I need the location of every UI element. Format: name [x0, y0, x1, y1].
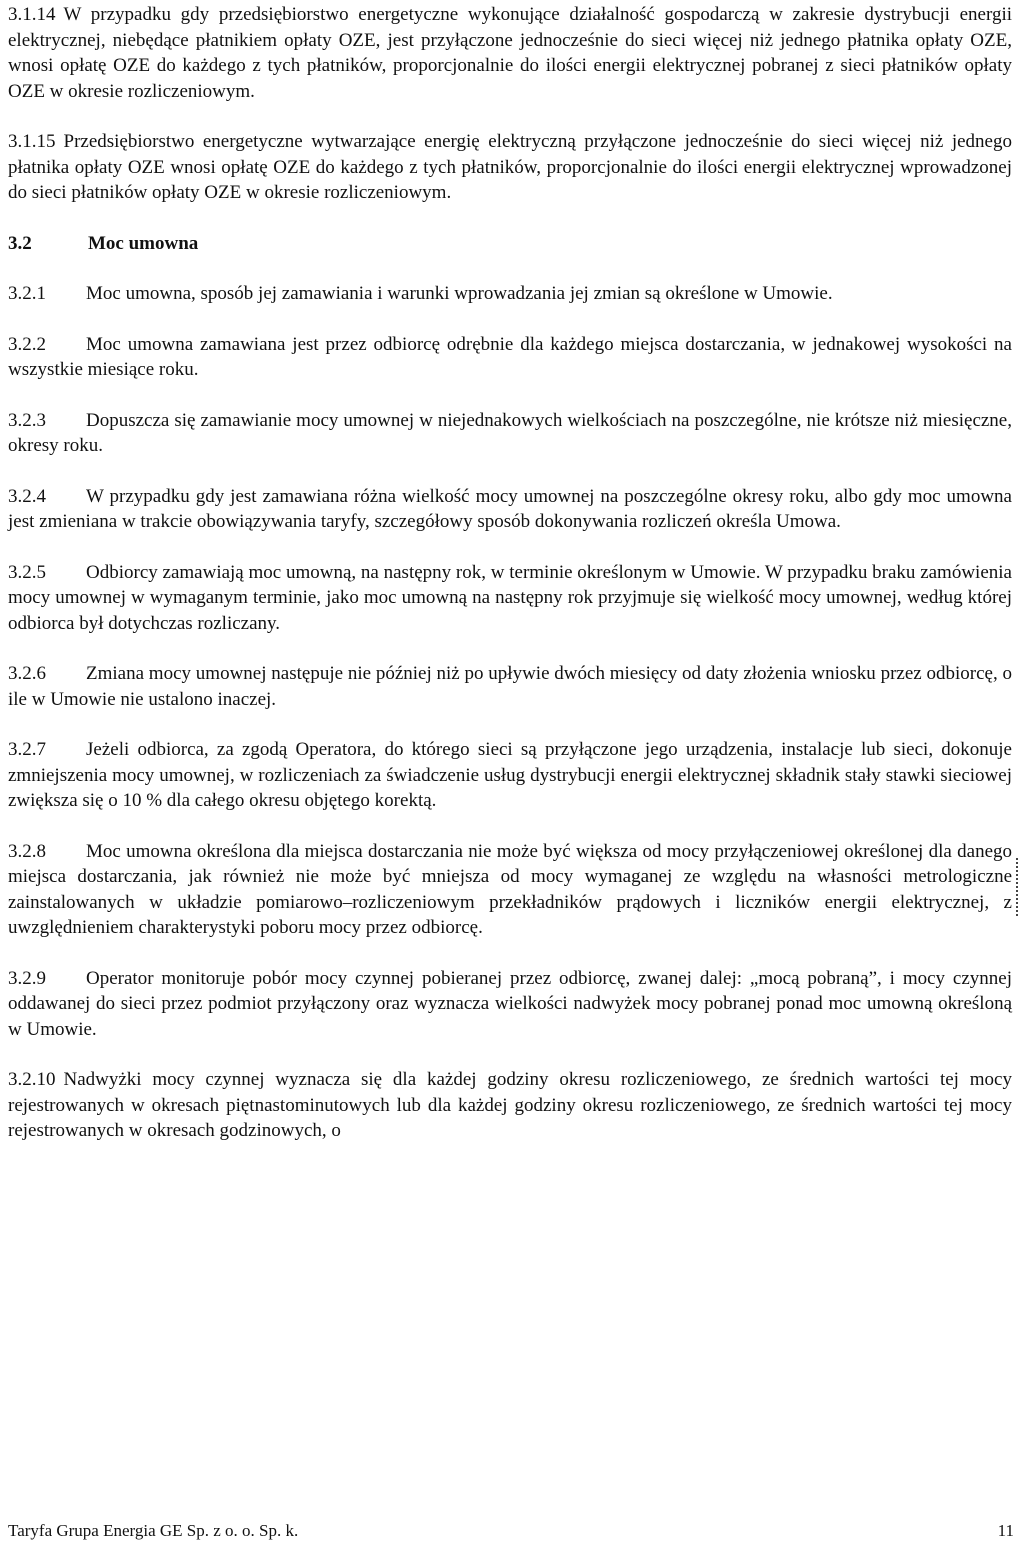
paragraph-3-2-5: [8, 560, 1012, 637]
paragraph-text: Odbiorcy zamawiają moc umowną, na następny rok, w terminie określonym w Umowie. W przypadku braku zamówienia mocy umownej w wymaganym terminie, jako moc umowną na następny rok przyjmuje się wielkość mocy umownej, według której odbiorca był dotychczas rozliczany.: [8, 561, 1012, 634]
page-footer: [8, 1520, 1014, 1542]
paragraph-number: 3.2.9: [8, 967, 46, 989]
paragraph-number: 3.2.5: [8, 561, 46, 583]
paragraph-3-2-7: [8, 737, 1012, 814]
paragraph-text: Przedsiębiorstwo energetyczne wytwarzające energię elektryczną przyłączone jednocześnie do sieci więcej niż jednego płatnika opłaty OZE wnosi opłatę OZE do każdego z tych płatników, proporcjonalnie do ilości energii elektrycznej wprowadzonej do sieci płatników opłaty OZE w okresie rozliczeniowym.: [8, 131, 1012, 203]
paragraph-3-1-15: [8, 129, 1012, 206]
scan-edge-mark: [1014, 858, 1018, 916]
paragraph-text: Moc umowna określona dla miejsca dostarczania nie może być większa od mocy przyłączeniowej określonej dla danego miejsca dostarczania, jak również nie może być mniejsza od mocy wymaganej ze względu na własności metrologiczne zainstalowanych w układzie pomiarowo–rozliczeniowym przekładników prądowych i liczników energii elektrycznej, z uwzględnieniem charakterystyki poboru mocy przez odbiorcę.: [8, 840, 1012, 938]
paragraph-3-2-3: [8, 408, 1012, 459]
section-number: 3.2: [8, 232, 32, 254]
paragraph-text: Jeżeli odbiorca, za zgodą Operatora, do którego sieci są przyłączone jego urządzenia, instalacje lub sieci, dokonuje zmniejszenia mocy umownej, w rozliczeniach za świadczenie usług dystrybucji energii elektrycznej składnik stały stawki sieciowej zwiększa się o 10 % dla całego okresu objętego korektą.: [8, 739, 1012, 811]
paragraph-text: Moc umowna, sposób jej zamawiania i warunki wprowadzania jej zmian są określone w Umowie.: [86, 283, 833, 304]
paragraph-number: 3.2.10: [8, 1069, 56, 1090]
paragraph-text: W przypadku gdy przedsiębiorstwo energetyczne wykonujące działalność gospodarczą w zakresie dystrybucji energii elektrycznej, niebędące płatnikiem opłaty OZE, jest przyłączone jednocześnie do sieci więcej niż jednego płatnika opłaty OZE, wnosi opłatę OZE do każdego z tych płatników, proporcjonalnie do ilości energii elektrycznej pobranej z sieci płatników opłaty OZE w okresie rozliczeniowym.: [8, 4, 1012, 102]
paragraph-3-2-9: [8, 966, 1012, 1043]
section-heading-3-2: [8, 231, 1012, 257]
paragraph-3-2-6: [8, 661, 1012, 712]
paragraph-text: W przypadku gdy jest zamawiana różna wielkość mocy umownej na poszczególne okresy roku, albo gdy moc umowna jest zmieniana w trakcie obowiązywania taryfy, szczegółowy sposób dokonywania rozliczeń określa Umowa.: [8, 485, 1012, 532]
section-title: Moc umowna: [88, 232, 199, 254]
paragraph-3-2-8: [8, 839, 1012, 941]
paragraph-number: 3.1.14: [8, 4, 56, 25]
document-page: [8, 2, 1012, 1169]
footer-document-title: Taryfa Grupa Energia GE Sp. z o. o. Sp. k.: [8, 1521, 299, 1540]
paragraph-text: Nadwyżki mocy czynnej wyznacza się dla każdej godziny okresu rozliczeniowego, ze średnich wartości tej mocy rejestrowanych w okresach piętnastominutowych lub dla każdej godziny okresu rozliczeniowego, ze średnich wartości tej mocy rejestrowanych w okresach godzinowych, o: [8, 1069, 1012, 1141]
paragraph-number: 3.2.6: [8, 663, 46, 684]
paragraph-number: 3.2.4: [8, 485, 46, 507]
paragraph-text: Operator monitoruje pobór mocy czynnej pobieranej przez odbiorcę, zwanej dalej: „mocą pobraną”, i mocy czynnej oddawanej do sieci przez podmiot przyłączony oraz wyznacza wielkości nadwyżek mocy pobranej ponad moc umowną określoną w Umowie.: [8, 967, 1012, 1040]
paragraph-number: 3.1.15: [8, 131, 56, 152]
paragraph-3-2-4: [8, 484, 1012, 535]
paragraph-number: 3.2.1: [8, 283, 46, 304]
paragraph-3-2-1: [8, 281, 1012, 307]
paragraph-number: 3.2.7: [8, 739, 46, 760]
paragraph-number: 3.2.2: [8, 333, 46, 355]
paragraph-text: Dopuszcza się zamawianie mocy umownej w niejednakowych wielkościach na poszczególne, nie krótsze niż miesięczne, okresy roku.: [8, 409, 1012, 456]
paragraph-3-2-2: [8, 332, 1012, 383]
paragraph-text: Zmiana mocy umownej następuje nie później niż po upływie dwóch miesięcy od daty złożenia wniosku przez odbiorcę, o ile w Umowie nie ustalono inaczej.: [8, 663, 1012, 710]
paragraph-3-2-10: [8, 1067, 1012, 1144]
paragraph-number: 3.2.8: [8, 840, 46, 862]
paragraph-text: Moc umowna zamawiana jest przez odbiorcę odrębnie dla każdego miejsca dostarczania, w jednakowej wysokości na wszystkie miesiące roku.: [8, 333, 1012, 380]
paragraph-number: 3.2.3: [8, 409, 46, 431]
paragraph-3-1-14: [8, 2, 1012, 104]
page-number: 11: [997, 1521, 1014, 1540]
